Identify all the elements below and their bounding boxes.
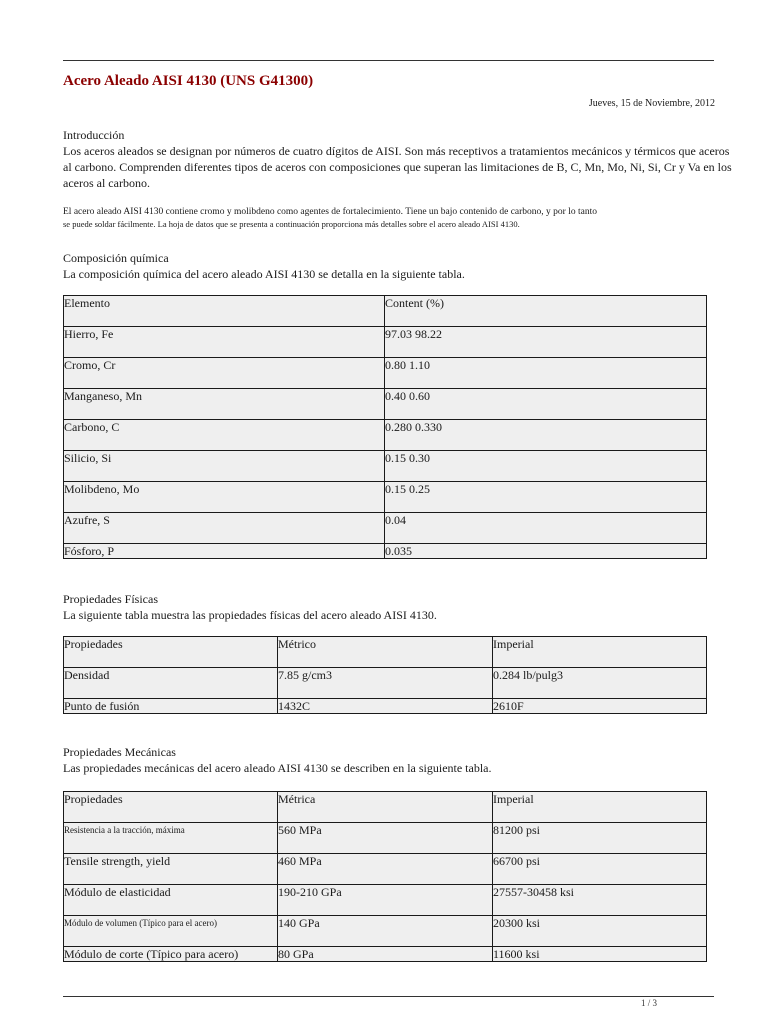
physical-heading: Propiedades Físicas bbox=[63, 592, 158, 606]
content-cell: 0.40 0.60 bbox=[385, 389, 707, 420]
metric-cell: 1432C bbox=[278, 699, 493, 714]
imperial-cell: 20300 ksi bbox=[493, 916, 707, 947]
composition-description: La composición química del acero aleado AISI 4130 se detalla en la siguiente tabla. bbox=[63, 267, 465, 281]
element-cell: Molibdeno, Mo bbox=[64, 482, 385, 513]
mechanical-description: Las propiedades mecánicas del acero aleado AISI 4130 se describen en la siguiente tabla. bbox=[63, 761, 492, 775]
element-cell: Hierro, Fe bbox=[64, 327, 385, 358]
column-header: Propiedades bbox=[64, 637, 278, 668]
intro-section bbox=[63, 128, 733, 191]
imperial-cell: 27557-30458 ksi bbox=[493, 885, 707, 916]
table-row bbox=[64, 947, 707, 962]
metric-cell: 140 GPa bbox=[278, 916, 493, 947]
table-row bbox=[64, 854, 707, 885]
element-cell: Fósforo, P bbox=[64, 544, 385, 559]
physical-table bbox=[63, 636, 707, 714]
content-cell: 0.80 1.10 bbox=[385, 358, 707, 389]
table-row bbox=[64, 885, 707, 916]
table-row bbox=[64, 823, 707, 854]
page-number: 1 / 3 bbox=[641, 998, 658, 1008]
imperial-cell: 11600 ksi bbox=[493, 947, 707, 962]
property-cell: Densidad bbox=[64, 668, 278, 699]
content-cell: 0.280 0.330 bbox=[385, 420, 707, 451]
content-cell: 0.035 bbox=[385, 544, 707, 559]
page-title: Acero Aleado AISI 4130 (UNS G41300) bbox=[63, 73, 314, 89]
table-row bbox=[64, 327, 707, 358]
column-header: Propiedades bbox=[64, 792, 278, 823]
imperial-cell: 0.284 lb/pulg3 bbox=[493, 668, 707, 699]
bottom-divider bbox=[63, 996, 714, 997]
table-row bbox=[64, 544, 707, 559]
table-row bbox=[64, 358, 707, 389]
imperial-cell: 81200 psi bbox=[493, 823, 707, 854]
intro-heading: Introducción bbox=[63, 128, 125, 142]
intro-note bbox=[63, 206, 733, 229]
intro-note-line-1: El acero aleado AISI 4130 contiene cromo y molibdeno como agentes de fortalecimiento. Tiene un bajo contenido de carbono, y por lo tanto bbox=[63, 207, 597, 217]
physical-description: La siguiente tabla muestra las propiedades físicas del acero aleado AISI 4130. bbox=[63, 608, 437, 622]
composition-table bbox=[63, 295, 707, 559]
metric-cell: 560 MPa bbox=[278, 823, 493, 854]
metric-cell: 460 MPa bbox=[278, 854, 493, 885]
table-row bbox=[64, 420, 707, 451]
intro-note-line-2: se puede soldar fácilmente. La hoja de datos que se presenta a continuación proporciona más detalles sobre el acero aleado AISI 4130. bbox=[63, 219, 520, 229]
element-cell: Azufre, S bbox=[64, 513, 385, 544]
table-row bbox=[64, 699, 707, 714]
table-row bbox=[64, 389, 707, 420]
column-header: Imperial bbox=[493, 637, 707, 668]
column-header: Métrico bbox=[278, 637, 493, 668]
table-header-row bbox=[64, 792, 707, 823]
metric-cell: 7.85 g/cm3 bbox=[278, 668, 493, 699]
table-row bbox=[64, 482, 707, 513]
document-date: Jueves, 15 de Noviembre, 2012 bbox=[588, 98, 715, 109]
column-header: Elemento bbox=[64, 296, 385, 327]
property-cell: Módulo de volumen (Típico para el acero) bbox=[64, 916, 278, 947]
mechanical-heading: Propiedades Mecánicas bbox=[63, 745, 176, 759]
table-row bbox=[64, 451, 707, 482]
imperial-cell: 2610F bbox=[493, 699, 707, 714]
composition-section bbox=[63, 251, 733, 282]
table-row bbox=[64, 668, 707, 699]
content-cell: 0.04 bbox=[385, 513, 707, 544]
mechanical-table bbox=[63, 791, 707, 962]
content-cell: 97.03 98.22 bbox=[385, 327, 707, 358]
top-divider bbox=[63, 60, 714, 61]
property-cell: Punto de fusión bbox=[64, 699, 278, 714]
table-header-row bbox=[64, 637, 707, 668]
column-header: Imperial bbox=[493, 792, 707, 823]
element-cell: Carbono, C bbox=[64, 420, 385, 451]
content-cell: 0.15 0.30 bbox=[385, 451, 707, 482]
property-cell: Tensile strength, yield bbox=[64, 854, 278, 885]
element-cell: Silicio, Si bbox=[64, 451, 385, 482]
table-header-row bbox=[64, 296, 707, 327]
imperial-cell: 66700 psi bbox=[493, 854, 707, 885]
column-header: Content (%) bbox=[385, 296, 707, 327]
property-cell: Módulo de elasticidad bbox=[64, 885, 278, 916]
metric-cell: 80 GPa bbox=[278, 947, 493, 962]
element-cell: Cromo, Cr bbox=[64, 358, 385, 389]
property-cell: Resistencia a la tracción, máxima bbox=[64, 823, 278, 854]
table-row bbox=[64, 513, 707, 544]
composition-heading: Composición química bbox=[63, 251, 169, 265]
column-header: Métrica bbox=[278, 792, 493, 823]
mechanical-section bbox=[63, 745, 733, 776]
metric-cell: 190-210 GPa bbox=[278, 885, 493, 916]
property-cell: Módulo de corte (Típico para acero) bbox=[64, 947, 278, 962]
intro-paragraph: Los aceros aleados se designan por números de cuatro dígitos de AISI. Son más receptivos a tratamientos mecánicos y térmicos que aceros al carbono. Comprenden diferentes tipos de aceros con composiciones que superan las limitaciones de B, C, Mn, Mo, Ni, Si, Cr y Va en los aceros al carbono. bbox=[63, 144, 732, 190]
physical-section bbox=[63, 592, 733, 623]
content-cell: 0.15 0.25 bbox=[385, 482, 707, 513]
table-row bbox=[64, 916, 707, 947]
element-cell: Manganeso, Mn bbox=[64, 389, 385, 420]
